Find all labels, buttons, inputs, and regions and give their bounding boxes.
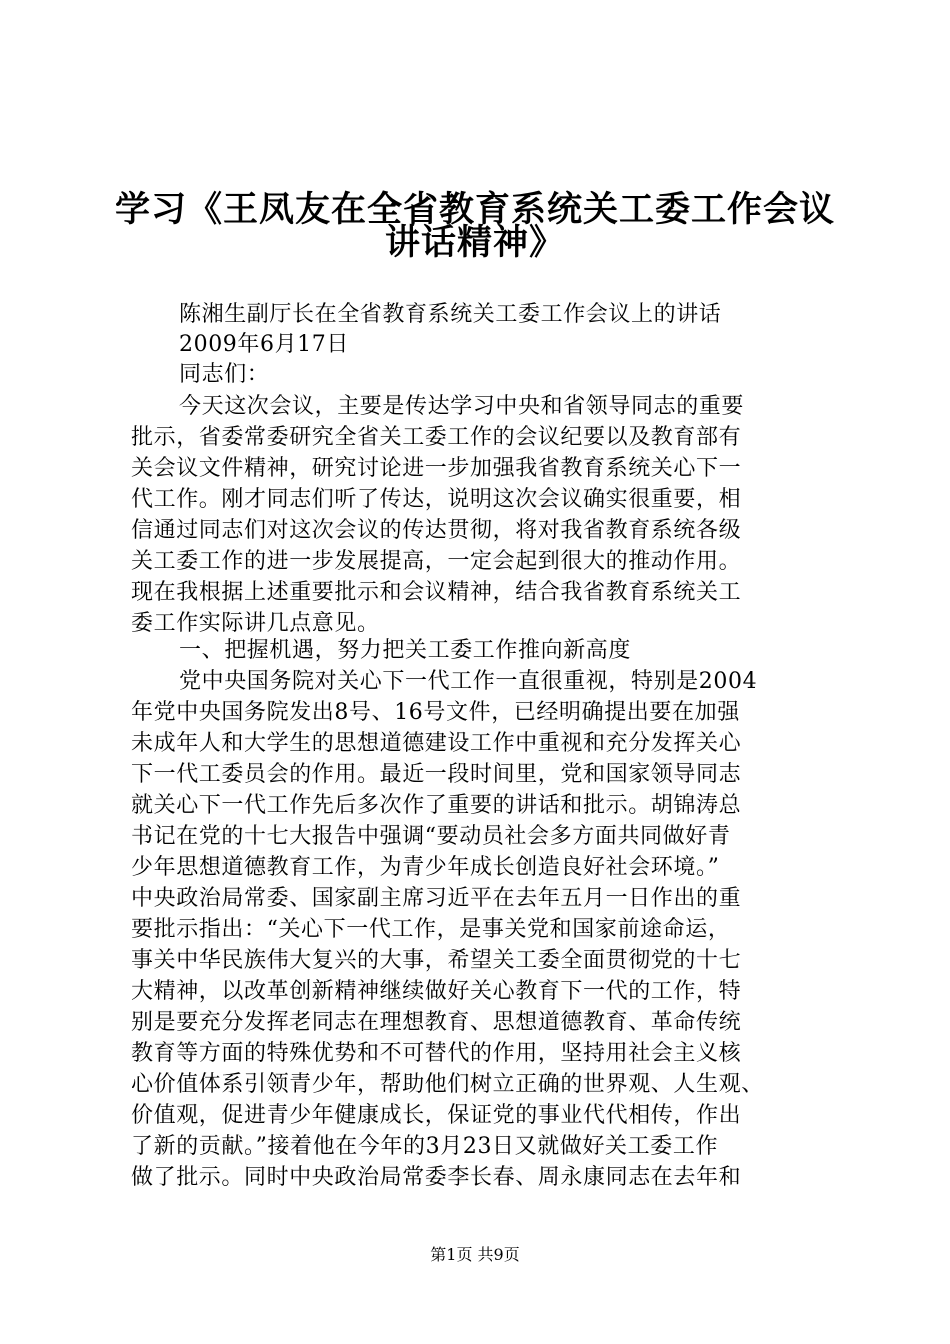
salutation-line: 同志们：: [179, 362, 270, 387]
page-number-footer: 第1页 共9页: [430, 1245, 520, 1264]
body-line: 关工委工作的进一步发展提高，一定会起到很大的推动作用。: [131, 549, 742, 574]
body-line: 现在我根据上述重要批示和会议精神，结合我省教育系统关工: [131, 580, 742, 605]
body-line: 党中央国务院对关心下一代工作一直很重视，特别是2004: [179, 669, 758, 694]
body-line: 就关心下一代工作先后多次作了重要的讲话和批示。胡锦涛总: [131, 793, 742, 818]
body-line: 批示，省委常委研究全省关工委工作的会议纪要以及教育部有: [131, 425, 742, 450]
body-line: 心价值体系引领青少年，帮助他们树立正确的世界观、人生观、: [131, 1072, 764, 1097]
body-line: 大精神，以改革创新精神继续做好关心教育下一代的工作，特: [131, 979, 742, 1004]
body-line: 教育等方面的特殊优势和不可替代的作用，坚持用社会主义核: [131, 1041, 742, 1066]
body-line: 要批示指出：“关心下一代工作，是事关党和国家前途命运，: [131, 917, 731, 942]
body-line: 今天这次会议，主要是传达学习中央和省领导同志的重要: [179, 394, 745, 419]
document-title-line-1: 学习《王凤友在全省教育系统关工委工作会议: [114, 190, 835, 230]
body-line: 未成年人和大学生的思想道德建设工作中重视和充分发挥关心: [131, 731, 742, 756]
body-line: 下一代工委员会的作用。最近一段时间里，党和国家领导同志: [131, 762, 742, 787]
body-line: 书记在党的十七大报告中强调“要动员社会多方面共同做好青: [131, 824, 731, 849]
document-title-line-2: 讲话精神》: [384, 223, 565, 263]
body-line: 代工作。刚才同志们听了传达，说明这次会议确实很重要，相: [131, 487, 742, 512]
body-line: 了新的贡献。”接着他在今年的3月23日又就做好关工委工作: [131, 1134, 719, 1159]
body-line: 少年思想道德教育工作，为青少年成长创造良好社会环境。”: [131, 855, 720, 880]
body-line: 价值观，促进青少年健康成长，保证党的事业代代相传，作出: [131, 1103, 742, 1128]
body-line: 委工作实际讲几点意见。: [131, 611, 380, 636]
body-line: 事关中华民族伟大复兴的大事，希望关工委全面贯彻党的十七: [131, 948, 742, 973]
body-line: 做了批示。同时中央政治局常委李长春、周永康同志在去年和: [131, 1165, 742, 1190]
body-line: 别是要充分发挥老同志在理想教育、思想道德教育、革命传统: [131, 1010, 742, 1035]
body-line: 中央政治局常委、国家副主席习近平在去年五月一日作出的重: [131, 886, 742, 911]
subtitle-line: 陈湘生副厅长在全省教育系统关工委工作会议上的讲话: [179, 302, 722, 327]
body-line: 关会议文件精神，研究讨论进一步加强我省教育系统关心下一: [131, 456, 742, 481]
body-line: 年党中央国务院发出8号、16号文件，已经明确提出要在加强: [131, 700, 740, 725]
body-line: 信通过同志们对这次会议的传达贯彻，将对我省教育系统各级: [131, 518, 742, 543]
section-heading: 一、把握机遇，努力把关工委工作推向新高度: [179, 638, 632, 663]
date-line: 2009年6月17日: [179, 332, 349, 357]
